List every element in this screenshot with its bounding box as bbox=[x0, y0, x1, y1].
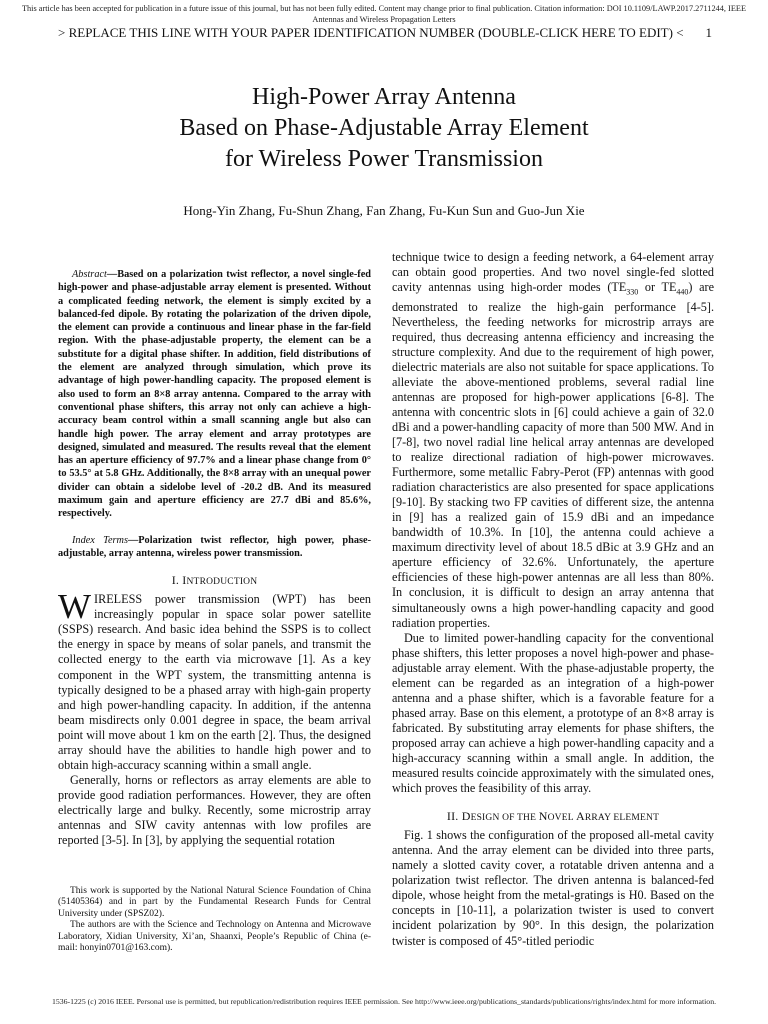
sec2-sc-rray: RRAY ELEMENT bbox=[584, 813, 660, 824]
te330-subscript: 330 bbox=[626, 287, 639, 297]
sec2-cap-n: N bbox=[538, 809, 548, 824]
copyright-footer: 1536-1225 (c) 2016 IEEE. Personal use is permitted, but republication/redistribution requires IEEE permission. See http://www.ieee.org/publications_standards/publications/rights/index.html for more information. bbox=[51, 997, 717, 1006]
right-paragraph-2: Due to limited power-handling capacity for the conventional phase shifters, this letter proposes a novel high-power and phase-adjustable array element. With the phase-adjustable property, the element can be regarded as an integration of a high-power antenna and a phase shifter, which is a favorable feature for a phased array. Base on this element, a prototype of an 8×8 array is fabricated. By substituting array elements for phase shifters, the proposed array can achieve a high power-handling capacity and a high-accuracy scanning within a small angle. In addition, the measured results coincide approximately with the simulated ones, which proves the feasibility of this array. bbox=[392, 630, 714, 796]
index-terms-lead: Index Terms bbox=[72, 534, 128, 546]
sec2-sc-ovel: OVEL bbox=[547, 813, 576, 824]
index-terms-text: —Polarization twist reflector, high power, phase-adjustable, array antenna, wireless power transmission. bbox=[58, 534, 371, 559]
sec2-cap-a: A bbox=[575, 809, 585, 824]
intro-paragraph-1 bbox=[58, 587, 371, 773]
footnote bbox=[58, 886, 371, 954]
author-list: Hong-Yin Zhang, Fu-Shun Zhang, Fan Zhang, Fu-Kun Sun and Guo-Jun Xie bbox=[183, 203, 585, 218]
accepted-notice bbox=[0, 3, 768, 25]
right-p1-part-b: ) are demonstrated to realize the high-gain performance [4-5]. Nevertheless, the feeding networks for microstrip arrays are required, thus decreasing antenna efficiency and increasing the structure complexity. And due to the requirement of high power, dielectric materials are also not suitable for space applications. To alleviate the above-mentioned problems, several radial line antennas are proposed for high-power applications [6-8]. The antenna with concentric slots in [6] could achieve a gain of 32.0 dBi and a power-handling capacity of more than 500 MW. And in [7-8], two novel radial line helical array antennas are developed to realize directional radiation of high-power microwaves. Furthermore, some metallic Fabry-Perot (FP) antennas with good radiation characteristics are also presented for space applications [9-10]. By stacking two FP cavities of different size, the antenna in [9] has a realized gain of 15.9 dBi and an impedance bandwidth of 10.3%. In [10], the antenna could achieve a maximum directivity level of about 18.5 dBic at 3.9 GHz and an aperture efficiency of 32.6%. Unfortunately, the aperture efficiencies of these high-power antennas are all less than 80%. In conclusion, it is difficult to design an array antenna that simultaneously owns a high power-handling capacity and good radiation properties. bbox=[392, 280, 714, 630]
intro-p1-text: IRELESS power transmission (WPT) has been increasingly popular in space solar power satellite (SSPS) research. And basic idea behind the SSPS is to collect the energy in space by means of solar panels, and transmit the collected energy to the earth via microwave [1]. As a key component in the WPT system, the transmitting antenna is typically designed to be a phased array with high-gain property and high power-handling capacity. In addition, if the antenna beam misdirects only 0.001 degree in space, the beam arrival point will move about 1 km on the earth [2]. Thus, the designed array should have the abilities to handle high power and to obtain high-accuracy scanning within a small angle. bbox=[58, 592, 371, 772]
paper-id-placeholder[interactable]: > REPLACE THIS LINE WITH YOUR PAPER IDENTIFICATION NUMBER (DOUBLE-CLICK HERE TO EDIT) < bbox=[58, 25, 684, 40]
section-number: I. bbox=[171, 573, 180, 588]
footnote-funding: This work is supported by the National Natural Science Foundation of China (51405364) and in part by the Fundamental Research Funds for Central University under (SPSZ02). bbox=[58, 886, 371, 919]
notice-line-2: Antennas and Wireless Propagation Letters bbox=[312, 15, 456, 24]
right-paragraph-1 bbox=[392, 250, 714, 631]
te440-subscript: 440 bbox=[676, 287, 689, 297]
title-line-1: High-Power Array Antenna bbox=[252, 84, 516, 110]
right-p1-part-a: technique twice to design a feeding network, a 64-element array can obtain good properties. And two novel single-fed slotted cavity antennas using high-order modes (TE bbox=[392, 250, 714, 295]
section-heading-design bbox=[392, 809, 714, 826]
abstract-lead: Abstract bbox=[72, 269, 107, 280]
index-terms bbox=[58, 534, 371, 561]
right-column bbox=[392, 250, 714, 949]
paper-title bbox=[0, 82, 768, 175]
right-paragraph-3: Fig. 1 shows the configuration of the proposed all-metal cavity antenna. And the array element can be divided into three parts, namely a slotted cavity cover, a rotatable driven antenna and a polarization twist reflector. The driven antenna is balanced-fed dipole, whose height from the metal-gratings is H0. Based on the concepts in [10-11], a polarization twister is used to convert incident polarization by 90°. In this design, the polarization twister is composed of 45°-titled periodic bbox=[392, 828, 714, 948]
right-p1-or: or TE bbox=[638, 280, 677, 295]
sec2-cap-d: D bbox=[461, 809, 471, 824]
abstract bbox=[58, 268, 371, 521]
footnote-affiliation: The authors are with the Science and Technology on Antenna and Microwave Laboratory, Xidian University, Xi’an, Shaanxi, People’s Republic of China (e-mail: honyin0701@163.com). bbox=[58, 920, 371, 954]
left-column bbox=[58, 268, 371, 848]
sec2-sc-esign: ESIGN OF THE bbox=[470, 813, 539, 824]
title-line-3: for Wireless Power Transmission bbox=[225, 146, 543, 172]
section-2-number: II. bbox=[446, 809, 459, 824]
drop-cap: W bbox=[58, 587, 92, 627]
section-heading-introduction bbox=[58, 573, 371, 590]
section-title-rest: NTRODUCTION bbox=[186, 577, 258, 588]
page-number: 1 bbox=[705, 25, 712, 40]
intro-paragraph-2: Generally, horns or reflectors as array elements are able to provide good radiation performances. However, they are often electrically large and bulky. Recently, some microstrip array antennas and SIW cavity antennas with low profiles are reported [3-5]. In [3], by applying the sequential rotation bbox=[58, 772, 371, 848]
notice-line-1: This article has been accepted for publication in a future issue of this journal, but has not been fully edited. Content may change prior to final publication. Citation information: DOI 10.1109/LAWP.2017.2711244, IEEE bbox=[21, 4, 747, 13]
title-line-2: Based on Phase-Adjustable Array Element bbox=[179, 115, 589, 141]
section-title-cap: I bbox=[182, 573, 187, 588]
abstract-text: —Based on a polarization twist reflector, a novel single-fed high-power and phase-adjustable array element is presented. Without a complicated feeding network, the element is simply excited by a balanced-fed dipole. By rotating the polarization of the driven dipole, the element can provide a continuous and linear phase in the far-field region. With the phase-adjustable property, the element can be a substitute for a digital phase shifter. In addition, field distributions of the element are analyzed through simulation, which prove its advantage of high power-handling capacity. The proposed element is also used to form an 8×8 array antenna. Compared to the array with conventional phase shifters, this array not only can achieve a high-accuracy beam control within a small scanning angle but also can handle high power. The array element and array prototypes are designed, simulated and measured. The results reveal that the element has an aperture efficiency of 97.7% and a linear phase change from 0° to 53.5° at 5.8 GHz. Additionally, the 8×8 array with an unequal power divider can obtain a sidelobe level of -20.2 dB. And its measured maximum gain and aperture efficiency are 27.7 dBi and 85.6%, respectively. bbox=[58, 269, 371, 520]
